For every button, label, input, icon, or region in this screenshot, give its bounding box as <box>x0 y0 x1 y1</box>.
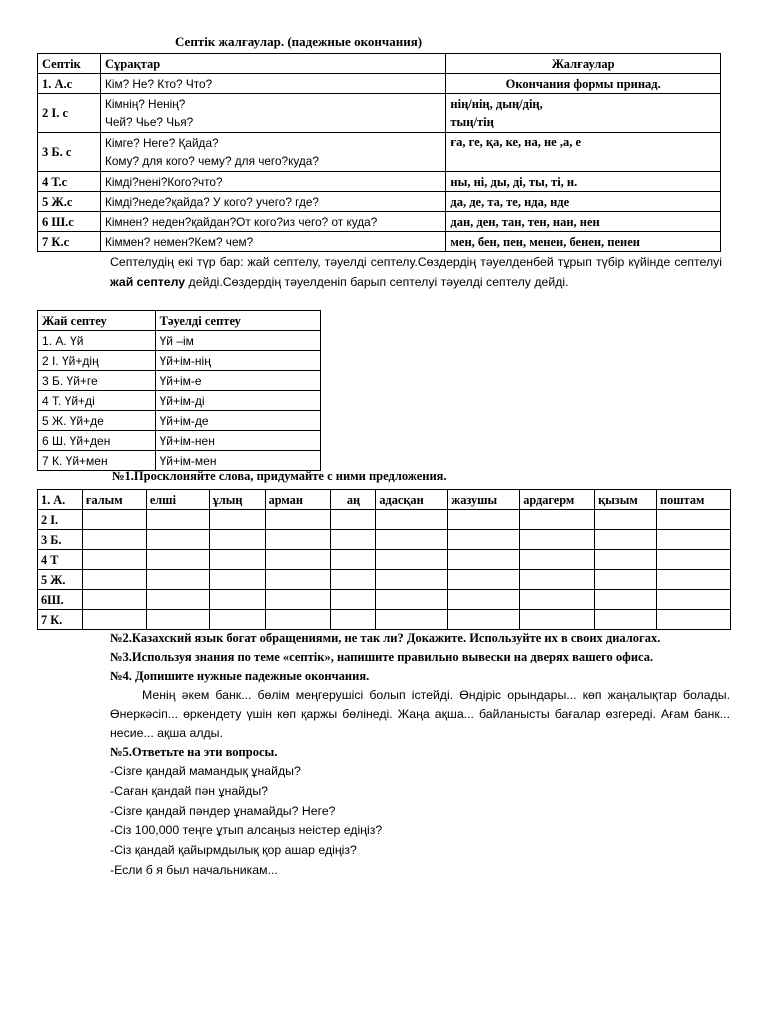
case-endings-table <box>37 53 721 252</box>
possessive-declension-table <box>37 310 321 471</box>
blank-cell[interactable] <box>520 510 595 530</box>
blank-cell[interactable] <box>82 550 146 570</box>
header-questions: Сұрақтар <box>100 54 445 74</box>
intro-bold-term: жай септелу <box>110 275 186 289</box>
question-item: -Сіз 100,000 теңге ұтып алсаңыз неістер едіңіз? <box>110 823 383 838</box>
exercise-1-table <box>37 489 731 630</box>
case-label: 5 Ж.с <box>38 192 101 212</box>
task-5: №5.Ответьте на эти вопросы. <box>110 745 278 759</box>
case-endings: ны, ні, ды, ді, ты, ті, н. <box>446 172 721 192</box>
blank-cell[interactable] <box>657 610 731 630</box>
blank-cell[interactable] <box>376 570 448 590</box>
blank-cell[interactable] <box>82 530 146 550</box>
blank-cell[interactable] <box>520 530 595 550</box>
question-item: -Сізге қандай пәндер ұнамайды? Неге? <box>110 803 336 818</box>
word-header: поштам <box>657 490 731 510</box>
blank-cell[interactable] <box>331 510 376 530</box>
blank-cell[interactable] <box>520 590 595 610</box>
task-3: №3.Используя знания по теме «септік», напишите правильно вывески на дверях вашего офиса. <box>110 650 654 664</box>
possessive-form: Үй+ім-ді <box>155 391 320 411</box>
word-header: елші <box>146 490 209 510</box>
case-endings: ға, ге, қа, ке, на, не ,а, е <box>446 133 721 172</box>
task-2: №2.Казахский язык богат обращениями, не так ли? Докажите. Используйте их в своих диалогах. <box>110 631 661 645</box>
simple-form: 1. А. Үй <box>38 331 156 351</box>
blank-cell[interactable] <box>520 610 595 630</box>
blank-cell[interactable] <box>209 530 265 550</box>
intro-text: Септелудің екі түр бар: жай септелу, тәуелді септелу.Сөздердің тәуелденбей тұрып түбір күйінде септелуі <box>110 255 722 269</box>
blank-cell[interactable] <box>448 610 520 630</box>
task-4: №4. Допишите нужные падежные окончания. <box>110 669 370 683</box>
question-line: Чей? Чье? Чья? <box>104 115 194 129</box>
intro-paragraph <box>110 252 722 292</box>
page-title: Септік жалғаулар. (падежные окончания) <box>175 34 423 49</box>
table-row <box>38 192 721 212</box>
simple-form: 6 Ш. Үй+ден <box>38 431 156 451</box>
table-row <box>38 371 321 391</box>
blank-cell[interactable] <box>595 550 657 570</box>
question-item: -Сіз қандай қайырмдылық қор ашар едіңіз? <box>110 843 357 858</box>
blank-cell[interactable] <box>146 530 209 550</box>
blank-cell[interactable] <box>331 610 376 630</box>
table-header-row <box>38 311 321 331</box>
word-header: жазушы <box>448 490 520 510</box>
case-endings: дан, ден, тан, тен, нан, нен <box>446 212 721 232</box>
case-endings: да, де, та, те, нда, нде <box>446 192 721 212</box>
table-row <box>38 133 721 172</box>
question-line: Кімнің? Ненің? <box>104 97 186 111</box>
blank-cell[interactable] <box>376 530 448 550</box>
table-header-row <box>38 54 721 74</box>
table-row <box>38 351 321 371</box>
simple-form: 3 Б. Үй+ге <box>38 371 156 391</box>
blank-cell[interactable] <box>82 570 146 590</box>
word-header: қызым <box>595 490 657 510</box>
table-row <box>38 610 731 630</box>
blank-cell[interactable] <box>595 530 657 550</box>
blank-cell[interactable] <box>146 570 209 590</box>
tasks-section <box>110 629 730 881</box>
table-row <box>38 391 321 411</box>
blank-cell[interactable] <box>146 510 209 530</box>
header-possessive: Тәуелді септеу <box>155 311 320 331</box>
case-questions <box>100 133 445 172</box>
simple-form: 5 Ж. Үй+де <box>38 411 156 431</box>
simple-form: 4 Т. Үй+ді <box>38 391 156 411</box>
table-row <box>38 232 721 252</box>
case-label: 7 К.с <box>38 232 101 252</box>
possessive-form: Үй+ім-нің <box>155 351 320 371</box>
blank-cell[interactable] <box>376 550 448 570</box>
table-row <box>38 530 731 550</box>
blank-cell[interactable] <box>265 590 331 610</box>
blank-cell[interactable] <box>520 570 595 590</box>
intro-text: дейді.Сөздердің тәуелденіп барып септелуі тәуелді септелу дейді. <box>185 275 569 289</box>
blank-cell[interactable] <box>595 570 657 590</box>
blank-cell[interactable] <box>657 590 731 610</box>
blank-cell[interactable] <box>265 550 331 570</box>
table-row <box>38 570 731 590</box>
case-questions: Кім? Не? Кто? Что? <box>100 74 445 94</box>
possessive-form: Үй –ім <box>155 331 320 351</box>
possessive-form: Үй+ім-нен <box>155 431 320 451</box>
blank-cell[interactable] <box>520 550 595 570</box>
table-row <box>38 451 321 471</box>
header-endings: Жалғаулар <box>446 54 721 74</box>
blank-cell[interactable] <box>331 590 376 610</box>
blank-cell[interactable] <box>331 550 376 570</box>
blank-cell[interactable] <box>82 510 146 530</box>
blank-cell[interactable] <box>448 590 520 610</box>
blank-cell[interactable] <box>448 570 520 590</box>
blank-cell[interactable] <box>657 570 731 590</box>
word-header: арман <box>265 490 331 510</box>
endings-line: тың/тің <box>450 115 494 129</box>
word-header: аң <box>331 490 376 510</box>
question-line: Кому? для кого? чему? для чего?куда? <box>104 154 319 168</box>
table-row <box>38 172 721 192</box>
blank-cell[interactable] <box>595 610 657 630</box>
exercise-1-title: №1.Просклоняйте слова, придумайте с ними предложения. <box>112 469 447 483</box>
blank-cell[interactable] <box>82 590 146 610</box>
case-questions: Кімді?нені?Кого?что? <box>100 172 445 192</box>
table-row <box>38 212 721 232</box>
table-row <box>38 331 321 351</box>
blank-cell[interactable] <box>209 550 265 570</box>
blank-cell[interactable] <box>595 590 657 610</box>
blank-cell[interactable] <box>657 550 731 570</box>
case-label: 4 Т.с <box>38 172 101 192</box>
case-label: 6 Ш.с <box>38 212 101 232</box>
case-questions: Кіммен? немен?Кем? чем? <box>100 232 445 252</box>
case-questions <box>100 94 445 133</box>
case-label: 3 Б. <box>38 530 83 550</box>
question-line: Кімге? Неге? Қайда? <box>104 136 219 150</box>
case-label: 6Ш. <box>38 590 83 610</box>
table-row <box>38 510 731 530</box>
case-endings <box>446 94 721 133</box>
case-label: 1. А. <box>38 490 83 510</box>
simple-form: 7 К. Үй+мен <box>38 451 156 471</box>
blank-cell[interactable] <box>331 530 376 550</box>
case-label: 3 Б. с <box>38 133 101 172</box>
table-row <box>38 550 731 570</box>
case-questions: Кімді?неде?қайда? У кого? учего? где? <box>100 192 445 212</box>
possessive-form: Үй+ім-е <box>155 371 320 391</box>
case-label: 2 І. <box>38 510 83 530</box>
case-label: 4 Т <box>38 550 83 570</box>
table-row <box>38 411 321 431</box>
case-endings: Окончания формы принад. <box>446 74 721 94</box>
table-header-row <box>38 490 731 510</box>
word-header: ғалым <box>82 490 146 510</box>
endings-line: нің/нің, дың/дің, <box>450 97 543 111</box>
blank-cell[interactable] <box>595 510 657 530</box>
table-row <box>38 74 721 94</box>
blank-cell[interactable] <box>448 510 520 530</box>
blank-cell[interactable] <box>657 530 731 550</box>
blank-cell[interactable] <box>146 550 209 570</box>
blank-cell[interactable] <box>448 530 520 550</box>
case-label: 2 І. с <box>38 94 101 133</box>
simple-form: 2 І. Үй+дің <box>38 351 156 371</box>
blank-cell[interactable] <box>265 510 331 530</box>
blank-cell[interactable] <box>265 530 331 550</box>
blank-cell[interactable] <box>448 550 520 570</box>
blank-cell[interactable] <box>376 590 448 610</box>
task-4-text: Менің әкем банк... бөлім меңгерушісі болып істейді. Өндіріс орындары... көп жаңалықтар болады. Өнеркәсіп... өркендету үшін көп қаржы бөлінеді. Жаңа ақша... байланысты бағалар өзгереді. Ағам банк... несие... ақша алды. <box>110 688 730 740</box>
blank-cell[interactable] <box>146 590 209 610</box>
header-simple: Жай септеу <box>38 311 156 331</box>
table-row <box>38 590 731 610</box>
case-label: 5 Ж. <box>38 570 83 590</box>
blank-cell[interactable] <box>331 570 376 590</box>
case-questions: Кімнен? неден?қайдан?От кого?из чего? от куда? <box>100 212 445 232</box>
word-header: ұлың <box>209 490 265 510</box>
question-item: -Саған қандай пән ұнайды? <box>110 783 268 798</box>
blank-cell[interactable] <box>146 610 209 630</box>
case-label: 1. А.с <box>38 74 101 94</box>
blank-cell[interactable] <box>376 610 448 630</box>
blank-cell[interactable] <box>265 570 331 590</box>
blank-cell[interactable] <box>209 510 265 530</box>
possessive-form: Үй+ім-мен <box>155 451 320 471</box>
question-item: -Если б я был начальникам... <box>110 862 278 877</box>
possessive-form: Үй+ім-де <box>155 411 320 431</box>
blank-cell[interactable] <box>265 610 331 630</box>
blank-cell[interactable] <box>209 590 265 610</box>
blank-cell[interactable] <box>657 510 731 530</box>
word-header: адасқан <box>376 490 448 510</box>
table-row <box>38 94 721 133</box>
blank-cell[interactable] <box>209 610 265 630</box>
blank-cell[interactable] <box>209 570 265 590</box>
table-row <box>38 431 321 451</box>
blank-cell[interactable] <box>82 610 146 630</box>
case-label: 7 К. <box>38 610 83 630</box>
word-header: ардагерм <box>520 490 595 510</box>
case-endings: мен, бен, пен, менен, бенен, пенен <box>446 232 721 252</box>
header-case: Септік <box>38 54 101 74</box>
blank-cell[interactable] <box>376 510 448 530</box>
question-item: -Сізге қандай мамандық ұнайды? <box>110 764 301 778</box>
